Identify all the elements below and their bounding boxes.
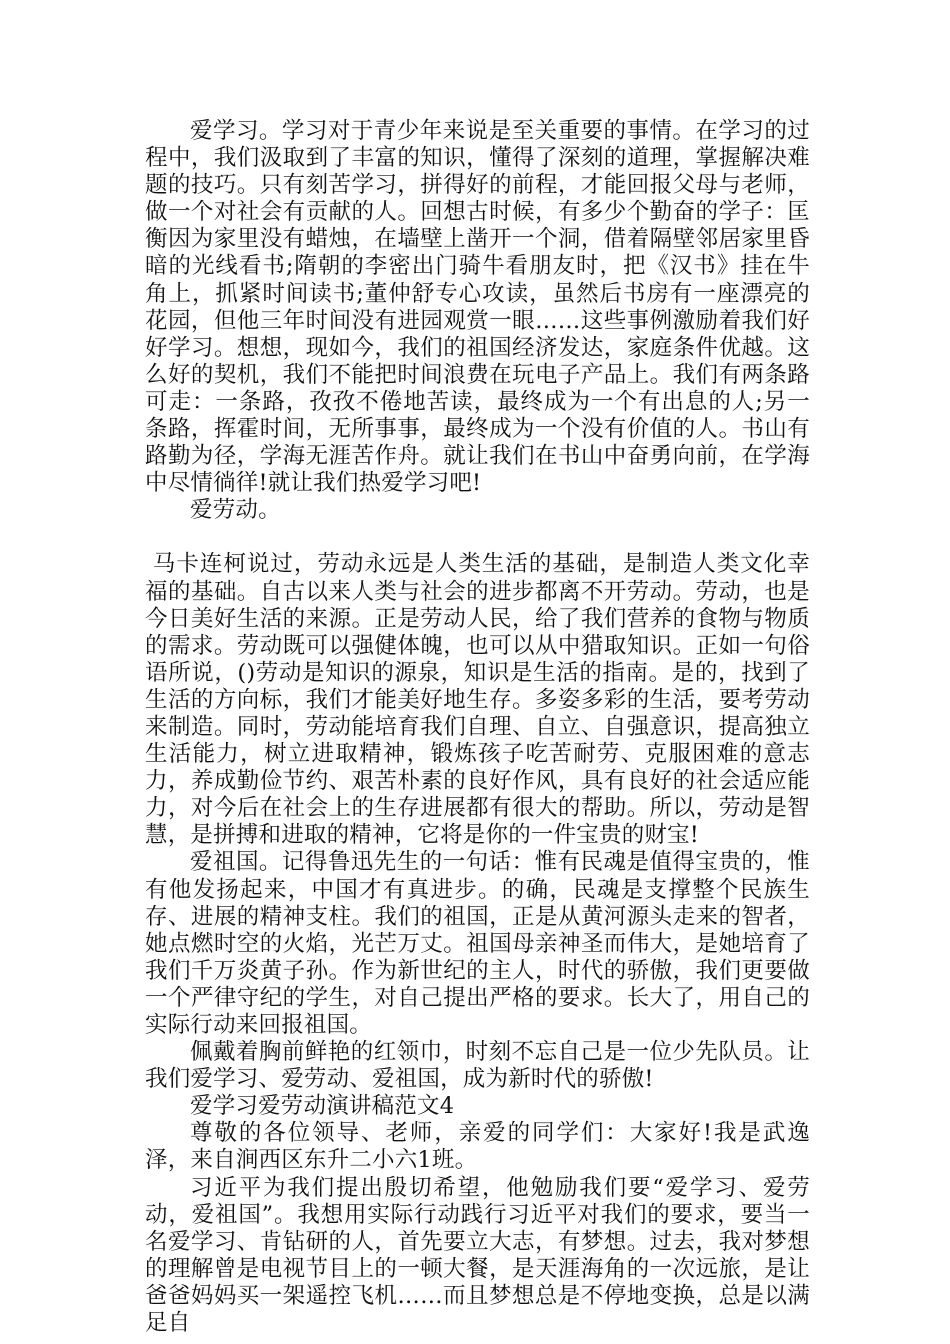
document-body [145, 118, 810, 1337]
paragraph-red-scarf: 佩戴着胸前鲜艳的红领巾，时刻不忘自己是一位少先队员。让我们爱学习、爱劳动、爱祖国，成为新时代的骄傲! [145, 1039, 810, 1093]
paragraph-dream: 习近平为我们提出殷切希望，他勉励我们要“爱学习、爱劳动，爱祖国”。我想用实际行动践行习近平对我们的要求，要当一名爱学习、肯钻研的人，首先要立大志，有梦想。过去，我对梦想的理解曾是电视节目上的一顿大餐，是天涯海角的一次远旅，是让爸爸妈妈买一架遥控飞机……而且梦想总是不停地变换，总是以满足自 [145, 1174, 810, 1337]
paragraph-love-learning: 爱学习。学习对于青少年来说是至关重要的事情。在学习的过程中，我们汲取到了丰富的知识，懂得了深刻的道理，掌握解决难题的技巧。只有刻苦学习，拼得好的前程，才能回报父母与老师，做一个对社会有贡献的人。回想古时候，有多少个勤奋的学子：匡衡因为家里没有蜡烛，在墙壁上凿开一个洞，借着隔壁邻居家里昏暗的光线看书;隋朝的李密出门骑牛看朋友时，把《汉书》挂在牛角上，抓紧时间读书;董仲舒专心攻读，虽然后书房有一座漂亮的花园，但他三年时间没有进园观赏一眼……这些事例激励着我们好好学习。想想，现如今，我们的祖国经济发达，家庭条件优越。这么好的契机，我们不能把时间浪费在玩电子产品上。我们有两条路可走：一条路，孜孜不倦地苦读，最终成为一个有出息的人;另一条路，挥霍时间，无所事事，最终成为一个没有价值的人。书山有路勤为径，学海无涯苦作舟。就让我们在书山中奋勇向前，在学海中尽情徜徉!就让我们热爱学习吧! [145, 118, 810, 497]
blank-line [145, 524, 810, 551]
paragraph-love-motherland: 爱祖国。记得鲁迅先生的一句话：惟有民魂是值得宝贵的，惟有他发扬起来，中国才有真进步。的确，民魂是支撑整个民族生存、进展的精神支柱。我们的祖国，正是从黄河源头走来的智者，她点燃时空的火焰，光芒万丈。祖国母亲神圣而伟大，是她培育了我们千万炎黄子孙。作为新世纪的主人，时代的骄傲，我们更要做一个严律守纪的学生，对自己提出严格的要求。长大了，用自己的实际行动来回报祖国。 [145, 849, 810, 1038]
paragraph-greeting: 尊敬的各位领导、老师，亲爱的同学们：大家好!我是武逸泽，来自涧西区东升二小六1班。 [145, 1120, 810, 1174]
heading-love-labor: 爱劳动。 [190, 497, 281, 524]
section-title: 爱学习爱劳动演讲稿范文4 [190, 1093, 455, 1120]
paragraph-love-labor: 马卡连柯说过，劳动永远是人类生活的基础，是制造人类文化幸福的基础。自古以来人类与社会的进步都离不开劳动。劳动，也是今日美好生活的来源。正是劳动人民，给了我们营养的食物与物质的需求。劳动既可以强健体魄，也可以从中猎取知识。正如一句俗语所说，()劳动是知识的源泉，知识是生活的指南。是的，找到了生活的方向标，我们才能美好地生存。多姿多彩的生活，要考劳动来制造。同时，劳动能培育我们自理、自立、自强意识，提高独立生活能力，树立进取精神，锻炼孩子吃苦耐劳、克服困难的意志力，养成勤俭节约、艰苦朴素的良好作风，具有良好的社会适应能力，对今后在社会上的生存进展都有很大的帮助。所以，劳动是智慧，是拼搏和进取的精神，它将是你的一件宝贵的财宝! [145, 551, 810, 849]
